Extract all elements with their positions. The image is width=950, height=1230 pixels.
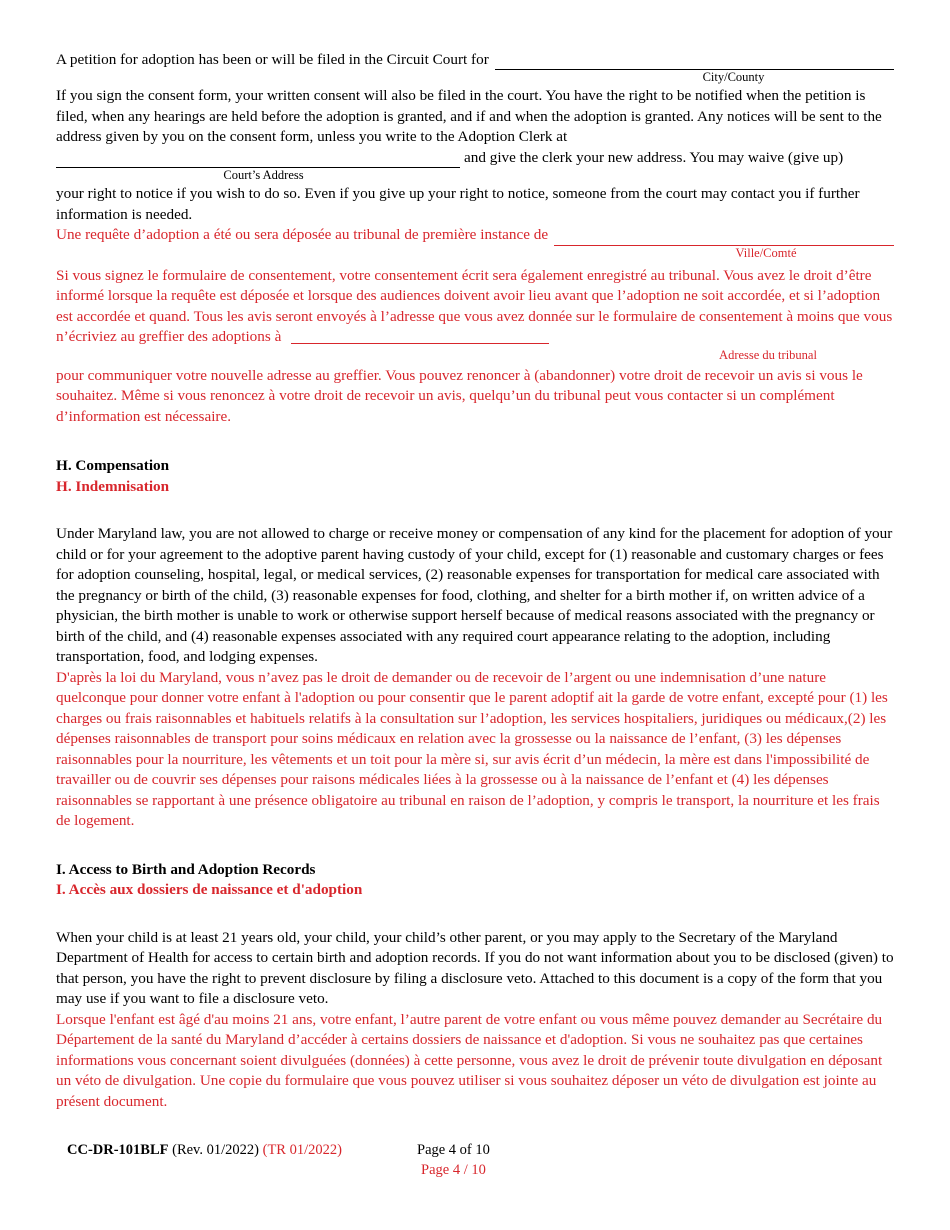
section-h-heading-en: H. Compensation (56, 457, 170, 474)
greffier-address-blank-fr[interactable] (291, 329, 549, 344)
form-revision: (Rev. 01/2022) (172, 1142, 259, 1158)
court-address-line-en (56, 148, 894, 169)
form-id: CC-DR-101BLF (67, 1142, 169, 1158)
section-h-heading-fr: H. Indemnisation (56, 477, 170, 495)
translation-revision: (TR 01/2022) (262, 1142, 342, 1158)
compensation-paragraph-en: Under Maryland law, you are not allowed to charge or receive money or compensation of any kind for the placement for adoption of your child or for your agreement to the adoptive parent having custody of your child, except for (1) reasonable and customary charges or fees for adoption counseling, hospital, legal, or medical services, (2) reasonable expenses for transportation for medical care associated with the pregnancy or birth of the child, (3) reasonable expenses for food, clothing, and shelter for a birth mother if, on written advice of a physician, the birth mother is unable to work or otherwise support herself because of medical reasons associated with the pregnancy or birth of the child, and (4) reasonable expenses associated with any required court appearance relating to the adoption, including transportation, food, and lodging expenses. (56, 525, 893, 665)
waive-paragraph-en: your right to notice if you wish to do so. Even if you give up your right to notice, someone from the court may contact you if further information is needed. (56, 185, 860, 223)
consent-paragraph-en: If you sign the consent form, your written consent will also be filed in the court. You have the right to be notified when the petition is filed, when any hearings are held before the adoption is granted, and if and when the adoption is granted. Any notices will be sent to the address given by you on the consent form, unless you write to the Adoption Clerk at (56, 87, 882, 145)
consent-paragraph-fr: Si vous signez le formulaire de consentement, votre consentement écrit sera également enregistré au tribunal. Vous avez le droit d’être informé lorsque la requête est déposée et lorsque des audiences doivent avoir lieu avant que l’adoption ne soit accordée, et si l’adoption est accordée et quand. Tous les avis seront envoyés à l’adresse que vous avez donnée sur le formulaire de consentement à moins que vous n’écriviez au greffier des adoptions à (56, 266, 893, 345)
city-county-caption: City/County (702, 70, 765, 84)
page-number-en: Page 4 of 10 (417, 1142, 490, 1158)
waive-paragraph-fr: pour communiquer votre nouvelle adresse au greffier. Vous pouvez renoncer à (abandonner) votre droit de recevoir un avis si vous le souhaitez. Même si vous renoncez à votre droit de recevoir un avis, quelqu’un du tribunal peut vous contacter si un complément d’information est nécessaire. (56, 366, 863, 425)
after-address-text-en: and give the clerk your new address. You may waive (give up) (464, 148, 844, 166)
petition-intro-en: A petition for adoption has been or will be filed in the Circuit Court for (56, 50, 489, 68)
circuit-court-blank-en[interactable] (495, 53, 894, 70)
petition-line-en (56, 50, 894, 70)
petition-line-fr (56, 225, 894, 246)
ville-comte-caption: Ville/Comté (735, 245, 797, 260)
page-number-fr: Page 4 / 10 (421, 1162, 486, 1178)
adresse-tribunal-caption: Adresse du tribunal (719, 347, 817, 362)
section-i-heading-fr: I. Accès aux dossiers de naissance et d'adoption (56, 881, 363, 898)
form-identifier (67, 1140, 342, 1161)
document-page (56, 50, 894, 1112)
petition-intro-fr: Une requête d’adoption a été ou sera déposée au tribunal de première instance de (56, 226, 549, 243)
court-address-blank-en[interactable] (56, 151, 460, 168)
circuit-court-blank-fr[interactable] (554, 229, 894, 246)
compensation-paragraph-fr: D'après la loi du Maryland, vous n’avez pas le droit de demander ou de recevoir de l’argent ou une indemnisation d’une nature quelconque pour donner votre enfant à l'adoption ou pour consentir que le parent adoptif ait la garde de votre enfant, excepté pour (1) les charges ou frais raisonnables et habituels relatifs à la consultation sur l’adoption, les services hospitaliers, juridiques ou médicaux,(2) les dépenses raisonnables de transport pour soins médicaux en relation avec la grossesse ou la naissance de l’enfant, (3) les dépenses raisonnables pour la nourriture, les vêtements et un toit pour la mère si, sur avis écrit d’un médecin, la mère est dans l'impossibilité de travailler ou de couvrir ses dépenses pour raisons médicales liées à la grossesse ou à la naissance de l’enfant et (4) les dépenses raisonnables se rapportant à une présence obligatoire au tribunal en raison de l’adoption, y compris le transport, la nourriture et les frais de logement. (56, 668, 888, 829)
records-paragraph-en: When your child is at least 21 years old, your child, your child’s other parent, or you may apply to the Secretary of the Maryland Department of Health for access to certain birth and adoption records. If you do not want information about you to be disclosed (given) to that person, you have the right to prevent disclosure by filing a disclosure veto. Attached to this document is a copy of the form that you may use if you want to file a disclosure veto. (56, 928, 894, 1007)
section-i-heading-en: I. Access to Birth and Adoption Records (56, 860, 316, 878)
court-address-caption: Court’s Address (223, 168, 304, 182)
records-paragraph-fr: Lorsque l'enfant est âgé d'au moins 21 ans, votre enfant, l’autre parent de votre enfant ou vous même pouvez demander au Secrétaire du Département de la santé du Maryland d’accéder à certains dossiers de naissance et d'adoption. Si vous ne souhaitez pas que certaines informations vous concernant soient divulguées (données) à cette personne, vous avez le droit de prévenir toute divulgation en déposant un véto de divulgation. Une copie du formulaire que vous pouvez utiliser si vous souhaitez déposer un véto de divulgation est jointe au présent document. (56, 1010, 883, 1110)
consent-paragraph-fr-wrap (56, 266, 894, 348)
page-number-block (417, 1140, 490, 1180)
